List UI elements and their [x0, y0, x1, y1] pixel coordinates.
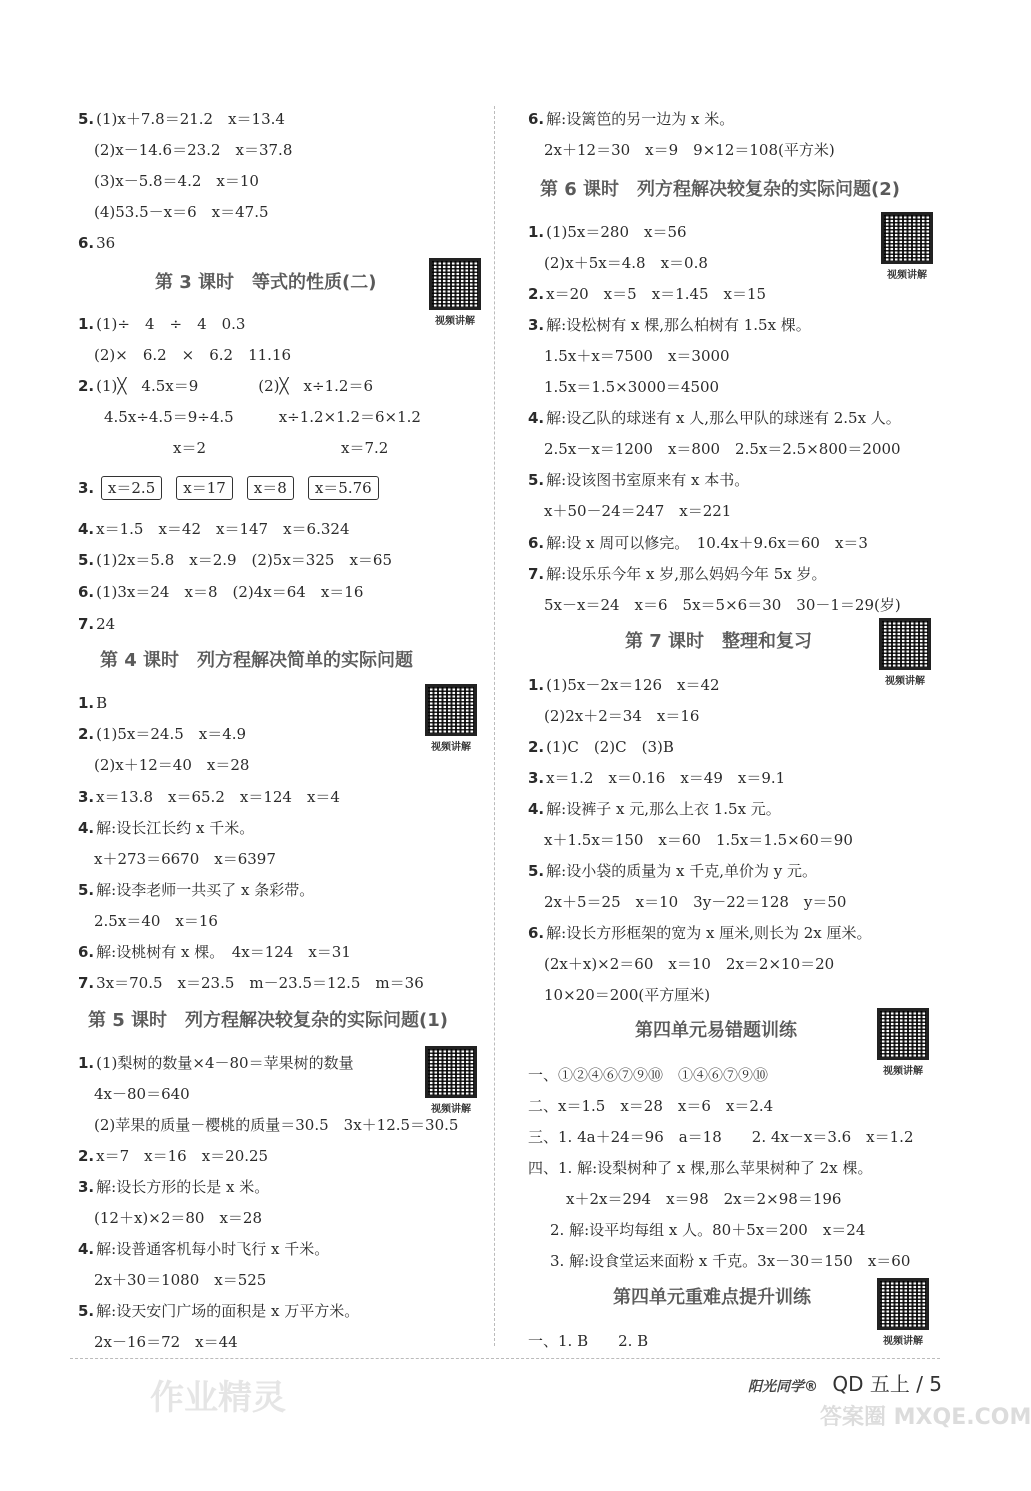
e-answer-1: 一、①②④⑥⑦⑨⑩ ①④⑥⑦⑨⑩: [528, 1066, 769, 1084]
l6-answer-5a: 5. 解:设该图书室原来有 x 本书。: [528, 471, 750, 489]
answer-5-4: (4)53.5－x＝6 x＝47.5: [94, 203, 269, 221]
l7-answer-2: 2. (1)C (2)C (3)B: [528, 738, 674, 756]
qr-code-lesson-3[interactable]: 视频讲解: [424, 258, 486, 327]
l5-answer-1a: 1. (1)梨树的数量×4－80＝苹果树的数量: [78, 1054, 354, 1072]
l7-answer-1a: 1. (1)5x－2x＝126 x＝42: [528, 676, 720, 694]
qr-icon: [425, 1046, 477, 1098]
answer-6: 6. 36: [78, 234, 116, 252]
boxed-answer: x＝17: [176, 476, 233, 500]
l6-answer-7b: 5x－x＝24 x＝6 5x＝5×6＝30 30－1＝29(岁): [544, 596, 901, 614]
l4-answer-1: 1. B: [78, 694, 108, 712]
l6-answer-7a: 7. 解:设乐乐今年 x 岁,那么妈妈今年 5x 岁。: [528, 565, 827, 583]
e-answer-2: 二、x＝1.5 x＝28 x＝6 x＝2.4: [528, 1097, 774, 1115]
lesson-7-title: 第 7 课时 整理和复习: [625, 631, 813, 652]
l6-answer-1b: (2)x＋5x＝4.8 x＝0.8: [544, 254, 708, 272]
l3-answer-2c: x＝2 x＝7.2: [173, 439, 389, 457]
l6-answer-1a: 1. (1)5x＝280 x＝56: [528, 223, 687, 241]
l5-answer-5a: 5. 解:设天安门广场的面积是 x 万平方米。: [78, 1302, 360, 1320]
l5-answer-3a: 3. 解:设长方形的长是 x 米。: [78, 1178, 270, 1196]
e-answer-4d: 3. 解:设食堂运来面粉 x 千克。3x－30＝150 x＝60: [550, 1252, 911, 1270]
l6-answer-5b: x＋50－24＝247 x＝221: [544, 502, 732, 520]
page-footer: [748, 1368, 942, 1397]
l7-answer-4a: 4. 解:设裤子 x 元,那么上衣 1.5x 元。: [528, 800, 781, 818]
page-number: QD 五上 / 5: [832, 1372, 943, 1396]
l7-answer-4b: x＋1.5x＝150 x＝60 1.5x＝1.5×60＝90: [544, 831, 853, 849]
answer-5-2: (2)x－14.6＝23.2 x＝37.8: [94, 141, 293, 159]
lesson-5-title: 第 5 课时 列方程解决较复杂的实际问题(1): [88, 1010, 449, 1031]
column-divider: [494, 106, 495, 1346]
e-answer-3: 三、1. 4a＋24＝96 a＝18 2. 4x－x＝3.6 x＝1.2: [528, 1128, 914, 1146]
l5-answer-2: 2. x＝7 x＝16 x＝20.25: [78, 1147, 269, 1165]
l4-answer-6: 6. 解:设桃树有 x 棵。 4x＝124 x＝31: [78, 943, 351, 961]
qr-code-lesson-4[interactable]: 视频讲解: [420, 684, 482, 753]
answer-5-3: (3)x－5.8＝4.2 x＝10: [94, 172, 259, 190]
boxed-answer: x＝5.76: [308, 476, 379, 500]
boxed-answer: x＝8: [247, 476, 294, 500]
l7-answer-6c: 10×20＝200(平方厘米): [544, 986, 711, 1004]
qr-icon: [877, 1008, 929, 1060]
l6-answer-3c: 1.5x＝1.5×3000＝4500: [544, 378, 720, 396]
answer-6b: 2x＋12＝30 x＝9 9×12＝108(平方米): [544, 141, 835, 159]
l3-answer-2b: 4.5x÷4.5＝9÷4.5 x÷1.2×1.2＝6×1.2: [104, 408, 421, 426]
qr-code-lesson-6[interactable]: 视频讲解: [876, 212, 938, 281]
qr-code-unit-4-errors[interactable]: 视频讲解: [872, 1008, 934, 1077]
l5-answer-5b: 2x－16＝72 x＝44: [94, 1333, 238, 1351]
qr-icon: [881, 212, 933, 264]
l7-answer-3: 3. x＝1.2 x＝0.16 x＝49 x＝9.1: [528, 769, 786, 787]
l7-answer-6a: 6. 解:设长方形框架的宽为 x 厘米,则长为 2x 厘米。: [528, 924, 872, 942]
l3-answer-1b: (2)× 6.2 × 6.2 11.16: [94, 346, 292, 364]
l6-answer-4a: 4. 解:设乙队的球迷有 x 人,那么甲队的球迷有 2.5x 人。: [528, 409, 901, 427]
l3-answer-4: 4. x＝1.5 x＝42 x＝147 x＝6.324: [78, 520, 350, 538]
qr-icon: [879, 618, 931, 670]
l3-answer-2a: 2. (1)╳ 4.5x＝9 (2)╳ x÷1.2＝6: [78, 377, 373, 395]
l3-answer-6: 6. (1)3x＝24 x＝8 (2)4x＝64 x＝16: [78, 583, 364, 601]
l5-answer-4a: 4. 解:设普通客机每小时飞行 x 千米。: [78, 1240, 330, 1258]
e-answer-4a: 四、1. 解:设梨树种了 x 棵,那么苹果树种了 2x 棵。: [528, 1159, 873, 1177]
e-answer-4b: x＋2x＝294 x＝98 2x＝2×98＝196: [566, 1190, 842, 1208]
qr-icon: [877, 1278, 929, 1330]
lesson-4-title: 第 4 课时 列方程解决简单的实际问题: [100, 650, 414, 671]
l6-answer-4b: 2.5x－x＝1200 x＝800 2.5x＝2.5×800＝2000: [544, 440, 901, 458]
qr-code-lesson-7[interactable]: 视频讲解: [874, 618, 936, 687]
e-answer-4c: 2. 解:设平均每组 x 人。80＋5x＝200 x＝24: [550, 1221, 866, 1239]
k-answer-1: 一、1. B 2. B: [528, 1332, 649, 1350]
lesson-3-title: 第 3 课时 等式的性质(二): [155, 272, 377, 293]
answer-6a: 6. 解:设篱笆的另一边为 x 米。: [528, 110, 735, 128]
qr-icon: [429, 258, 481, 310]
l4-answer-5a: 5. 解:设李老师一共买了 x 条彩带。: [78, 881, 315, 899]
l4-answer-7: 7. 3x＝70.5 x＝23.5 m－23.5＝12.5 m＝36: [78, 974, 424, 992]
l3-answer-5: 5. (1)2x＝5.8 x＝2.9 (2)5x＝325 x＝65: [78, 551, 392, 569]
l4-answer-2b: (2)x＋12＝40 x＝28: [94, 756, 250, 774]
lesson-6-title: 第 6 课时 列方程解决较复杂的实际问题(2): [540, 179, 901, 200]
l6-answer-3b: 1.5x＋x＝7500 x＝3000: [544, 347, 730, 365]
l6-answer-6: 6. 解:设 x 周可以修完。 10.4x＋9.6x＝60 x＝3: [528, 534, 868, 552]
boxed-answer: x＝2.5: [101, 476, 162, 500]
unit-4-errors-title: 第四单元易错题训练: [635, 1020, 797, 1041]
l3-answer-1a: 1. (1)÷ 4 ÷ 4 0.3: [78, 315, 246, 333]
qr-icon: [425, 684, 477, 736]
l4-answer-3: 3. x＝13.8 x＝65.2 x＝124 x＝4: [78, 788, 340, 806]
l5-answer-4b: 2x＋30＝1080 x＝525: [94, 1271, 267, 1289]
l4-answer-4a: 4. 解:设长江长约 x 千米。: [78, 819, 255, 837]
l5-answer-3b: (12＋x)×2＝80 x＝28: [94, 1209, 262, 1227]
l7-answer-5b: 2x＋5＝25 x＝10 3y－22＝128 y＝50: [544, 893, 847, 911]
answer-5-1: 5. (1)x＋7.8＝21.2 x＝13.4: [78, 110, 285, 128]
l3-answer-7: 7. 24: [78, 615, 116, 633]
brand-logo: 阳光同学®: [748, 1379, 818, 1395]
footer-divider: [70, 1358, 940, 1359]
corner-watermark: 答案圈 MXQE.COM: [820, 1405, 1031, 1430]
l3-answer-3: 3. x＝2.5 x＝17 x＝8 x＝5.76: [78, 477, 393, 499]
l6-answer-2: 2. x＝20 x＝5 x＝1.45 x＝15: [528, 285, 767, 303]
l4-answer-5b: 2.5x＝40 x＝16: [94, 912, 218, 930]
l7-answer-6b: (2x＋x)×2＝60 x＝10 2x＝2×10＝20: [544, 955, 835, 973]
l6-answer-3a: 3. 解:设松树有 x 棵,那么柏树有 1.5x 棵。: [528, 316, 811, 334]
l5-answer-1b: 4x－80＝640: [94, 1085, 190, 1103]
l4-answer-2a: 2. (1)5x＝24.5 x＝4.9: [78, 725, 247, 743]
unit-4-key-title: 第四单元重难点提升训练: [613, 1287, 811, 1308]
l7-answer-5a: 5. 解:设小袋的质量为 x 千克,单价为 y 元。: [528, 862, 817, 880]
watermark-text: 作业精灵: [150, 1378, 286, 1418]
qr-code-unit-4-key[interactable]: 视频讲解: [872, 1278, 934, 1347]
l5-answer-1c: (2)苹果的质量－樱桃的质量＝30.5 3x＋12.5＝30.5: [94, 1116, 459, 1134]
l7-answer-1b: (2)2x＋2＝34 x＝16: [544, 707, 700, 725]
l4-answer-4b: x＋273＝6670 x＝6397: [94, 850, 276, 868]
qr-code-lesson-5[interactable]: 视频讲解: [420, 1046, 482, 1115]
